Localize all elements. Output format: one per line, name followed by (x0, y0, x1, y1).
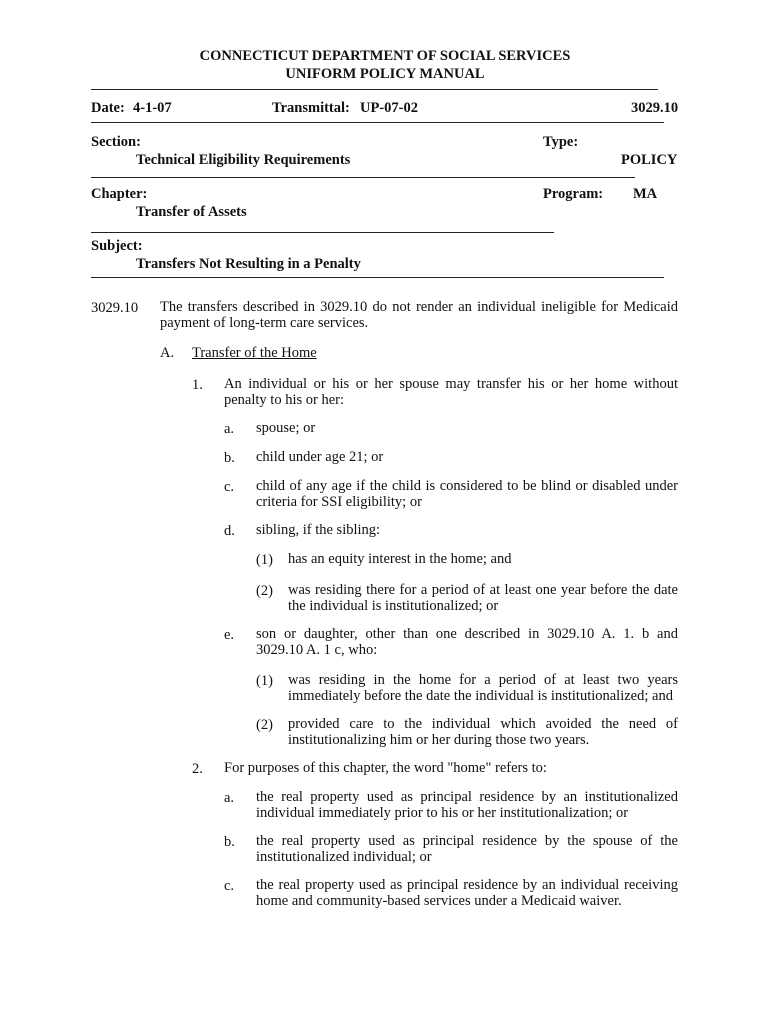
type-value: POLICY (621, 152, 678, 168)
item-2-text: For purposes of this chapter, the word "home" refers to: (224, 760, 547, 776)
item-1e-text: son or daughter, other than one described in 3029.10 A. 1. b and 3029.10 A. 1 c, who: (256, 626, 678, 658)
item-1a-marker: a. (224, 421, 235, 437)
item-1a-text: spouse; or (256, 420, 316, 436)
body-section-number: 3029.10 (91, 300, 139, 316)
date-label: Date: (91, 100, 125, 116)
transmittal-label: Transmittal: (272, 100, 350, 116)
item-2b-marker: b. (224, 834, 235, 850)
item-1c-marker: c. (224, 479, 235, 495)
divider (91, 89, 658, 90)
subsection-a-title: Transfer of the Home (192, 345, 317, 361)
item-1d-text: sibling, if the sibling: (256, 522, 381, 538)
item-1d2-marker: (2) (256, 583, 273, 599)
item-2b-text: the real property used as principal residence by the spouse of the institutionalized individual; or (256, 833, 678, 865)
transmittal-value: UP-07-02 (360, 100, 418, 116)
divider (91, 232, 554, 233)
section-value: Technical Eligibility Requirements (136, 152, 351, 168)
subsection-a-marker: A. (160, 345, 175, 361)
item-1e-marker: e. (224, 627, 235, 643)
item-1e1-text: was residing in the home for a period of at least two years immediately before the date the individual is institutionalized; and (288, 672, 678, 704)
item-1e1-marker: (1) (256, 673, 273, 689)
subject-label: Subject: (91, 238, 143, 254)
item-1e2-marker: (2) (256, 717, 273, 733)
divider (91, 277, 664, 278)
subject-value: Transfers Not Resulting in a Penalty (136, 256, 361, 272)
item-1-number: 1. (192, 377, 203, 393)
item-1b-text: child under age 21; or (256, 449, 384, 465)
intro-paragraph: The transfers described in 3029.10 do not render an individual ineligible for Medicaid payment of long-term care services. (160, 299, 678, 331)
section-number: 3029.10 (631, 100, 679, 116)
item-1b-marker: b. (224, 450, 235, 466)
chapter-value: Transfer of Assets (136, 204, 247, 220)
type-label: Type: (543, 134, 579, 150)
item-1d2-text: was residing there for a period of at least one year before the date the individual is institutionalized; or (288, 582, 678, 614)
item-2a-marker: a. (224, 790, 235, 806)
date-value: 4-1-07 (133, 100, 172, 116)
program-value: MA (633, 186, 658, 202)
department-title: CONNECTICUT DEPARTMENT OF SOCIAL SERVICES (199, 48, 571, 64)
chapter-label: Chapter: (91, 186, 148, 202)
manual-title: UNIFORM POLICY MANUAL (285, 66, 485, 82)
item-2c-text: the real property used as principal residence by an individual receiving home and community-based services under a Medicaid waiver. (256, 877, 678, 909)
item-1c-text: child of any age if the child is considered to be blind or disabled under criteria for SSI eligibility; or (256, 478, 678, 510)
item-2c-marker: c. (224, 878, 235, 894)
program-label: Program: (543, 186, 604, 202)
divider (91, 177, 635, 178)
divider (91, 122, 664, 123)
item-2-number: 2. (192, 761, 203, 777)
item-1-text: An individual or his or her spouse may transfer his or her home without penalty to his or her: (224, 376, 678, 408)
item-2a-text: the real property used as principal residence by an institutionalized individual immediately prior to his or her institutionalization; or (256, 789, 678, 821)
item-1d-marker: d. (224, 523, 235, 539)
section-label: Section: (91, 134, 141, 150)
item-1d1-text: has an equity interest in the home; and (288, 551, 512, 567)
item-1d1-marker: (1) (256, 552, 273, 568)
item-1e2-text: provided care to the individual which avoided the need of institutionalizing him or her during those two years. (288, 716, 678, 748)
